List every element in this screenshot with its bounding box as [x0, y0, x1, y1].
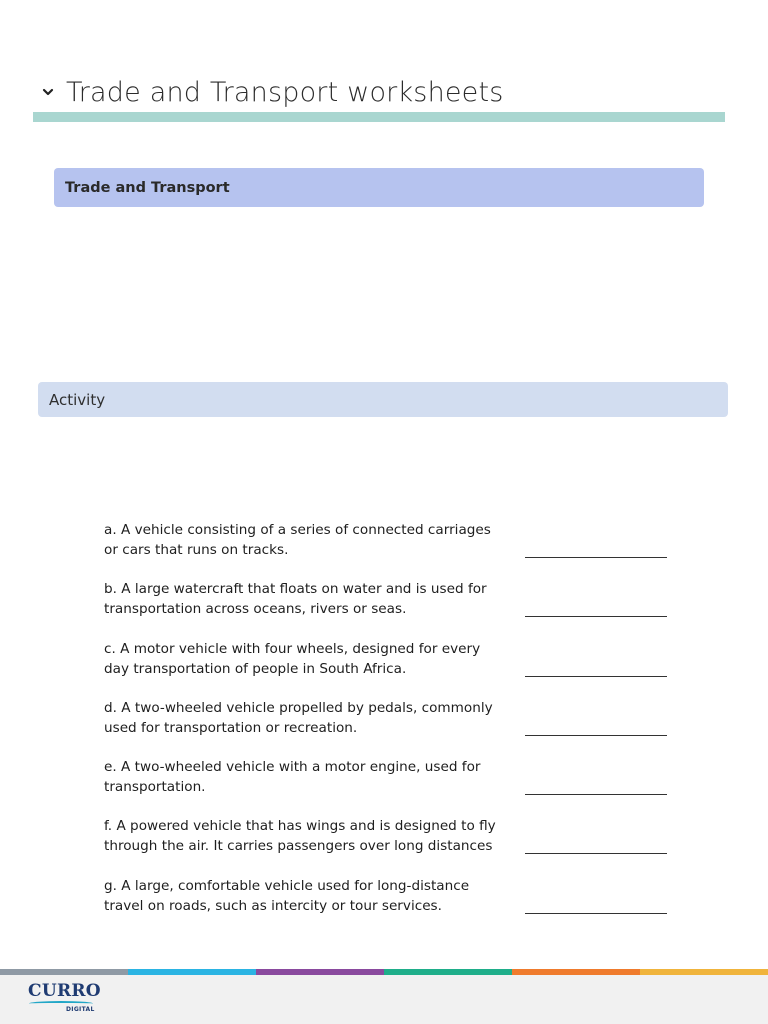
- question-line: c. A motor vehicle with four wheels, designed for every: [104, 640, 481, 657]
- question-line: d. A two-wheeled vehicle propelled by pedals, commonly: [104, 699, 493, 716]
- question-item: [104, 579, 674, 638]
- question-line: b. A large watercraft that floats on water and is used for: [104, 581, 487, 598]
- question-text: [104, 876, 519, 916]
- question-item: [104, 520, 674, 579]
- question-text: [104, 520, 519, 560]
- curro-logo: [28, 981, 101, 1017]
- answer-line[interactable]: [525, 794, 667, 795]
- answer-line[interactable]: [525, 557, 667, 558]
- question-line: used for transportation or recreation.: [104, 719, 358, 736]
- chevron-down-icon[interactable]: [36, 80, 60, 104]
- question-line: transportation across oceans, rivers or seas.: [104, 601, 407, 618]
- question-text: [104, 757, 519, 797]
- question-text: [104, 579, 519, 619]
- section-title: Trade and Transport: [65, 179, 230, 196]
- answer-line[interactable]: [525, 853, 667, 854]
- question-text: [104, 816, 519, 856]
- activity-header: [38, 382, 728, 417]
- question-item: [104, 876, 674, 935]
- worksheet-header[interactable]: [36, 72, 736, 112]
- question-line: transportation.: [104, 779, 206, 796]
- question-line: day transportation of people in South Africa.: [104, 660, 407, 677]
- logo-subtext: DIGITAL: [66, 1006, 95, 1013]
- answer-line[interactable]: [525, 735, 667, 736]
- question-line: e. A two-wheeled vehicle with a motor engine, used for: [104, 759, 481, 776]
- question-line: travel on roads, such as intercity or tour services.: [104, 897, 442, 914]
- question-line: or cars that runs on tracks.: [104, 542, 289, 558]
- question-line: f. A powered vehicle that has wings and is designed to fly: [104, 818, 496, 835]
- question-item: [104, 816, 674, 875]
- question-text: [104, 639, 519, 679]
- question-item: [104, 757, 674, 816]
- page-title: Trade and Transport worksheets: [66, 76, 504, 108]
- question-text: [104, 698, 519, 738]
- question-item: [104, 698, 674, 757]
- question-item: [104, 639, 674, 698]
- answer-line[interactable]: [525, 676, 667, 677]
- activity-title: Activity: [49, 390, 106, 409]
- title-underline: [33, 112, 725, 122]
- question-line: a. A vehicle consisting of a series of connected carriages: [104, 522, 491, 538]
- question-list: [104, 520, 674, 935]
- answer-line[interactable]: [525, 913, 667, 914]
- logo-wordmark: CURRO: [28, 981, 101, 1001]
- question-line: through the air. It carries passengers over long distances: [104, 838, 493, 855]
- answer-line[interactable]: [525, 616, 667, 617]
- footer: [0, 975, 768, 1024]
- question-line: g. A large, comfortable vehicle used for long-distance: [104, 877, 470, 894]
- section-header: [54, 168, 704, 207]
